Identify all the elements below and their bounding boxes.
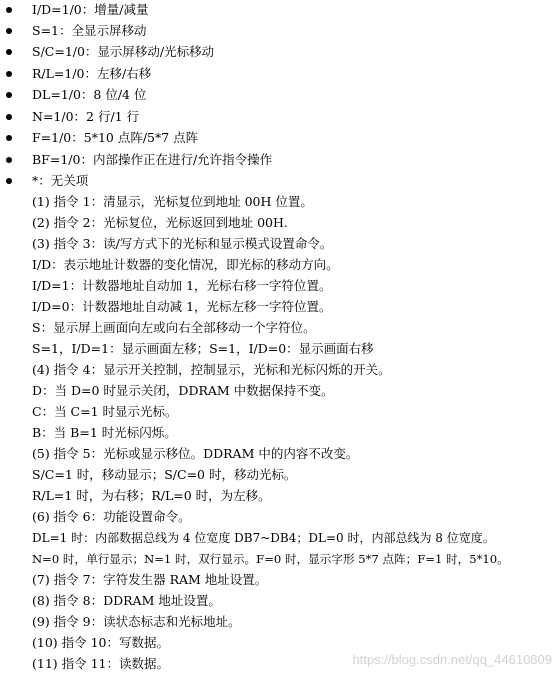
instruction-line: (8) 指令 8：DDRAM 地址设置。 [32,593,221,608]
instruction-line: (4) 指令 4：显示开关控制，控制显示，光标和光标闪烁的开关。 [32,362,391,377]
instruction-line: (3) 指令 3：读/写方式下的光标和显示模式设置命令。 [32,236,333,251]
bullet-dot [6,157,12,163]
bullet-dot [6,114,12,120]
instruction-line: (2) 指令 2：光标复位，光标返回到地址 00H. [32,215,288,230]
bullet-dot [6,178,12,184]
instruction-line: (10) 指令 10：写数据。 [32,635,170,650]
instruction-line: N=0 时，单行显示；N=1 时，双行显示。F=0 时，显示字形 5*7 点阵；F=1 时，5*10。 [32,552,509,566]
watermark-url: https://blog.csdn.net/qq_44610809 [352,652,552,667]
instruction-line: I/D：表示地址计数器的变化情况，即光标的移动方向。 [32,257,339,272]
instruction-line: I/D=1：计数器地址自动加 1，光标右移一字符位置。 [32,278,332,293]
instruction-line: S=1，I/D=1：显示画面左移；S=1，I/D=0：显示画面右移 [32,341,374,356]
bullet-dot [6,7,12,13]
bullet-dot [6,71,12,77]
instruction-line: S：显示屏上画面向左或向右全部移动一个字符位。 [32,320,316,335]
instruction-line: (7) 指令 7：字符发生器 RAM 地址设置。 [32,572,268,587]
definition-item: BF=1/0：内部操作正在进行/允许指令操作 [32,152,273,167]
definition-item: S=1：全显示屏移动 [32,23,147,38]
instruction-line: (11) 指令 11：读数据。 [32,656,170,671]
instruction-line: DL=1 时：内部数据总线为 4 位宽度 DB7~DB4；DL=0 时，内部总线为 8 位宽度。 [32,531,495,545]
instruction-line: (6) 指令 6：功能设置命令。 [32,509,191,524]
instruction-line: D：当 D=0 时显示关闭，DDRAM 中数据保持不变。 [32,383,334,398]
bullet-dot [6,135,12,141]
definition-item: I/D=1/0：增量/减量 [32,2,149,17]
instruction-line: (1) 指令 1：清显示，光标复位到地址 00H 位置。 [32,194,313,209]
bullet-dot [6,49,12,55]
instruction-line: S/C=1 时，移动显示；S/C=0 时，移动光标。 [32,467,297,482]
definition-item: N=1/0：2 行/1 行 [32,109,140,124]
definition-item: F=1/0：5*10 点阵/5*7 点阵 [32,130,199,145]
definition-item: DL=1/0：8 位/4 位 [32,87,147,102]
definition-item: S/C=1/0：显示屏移动/光标移动 [32,44,215,59]
definition-item: *：无关项 [32,173,89,188]
instruction-line: C：当 C=1 时显示光标。 [32,404,178,419]
instruction-line: I/D=0：计数器地址自动减 1，光标左移一字符位置。 [32,299,332,314]
definition-item: R/L=1/0：左移/右移 [32,66,152,81]
instruction-line: R/L=1 时，为右移；R/L=0 时，为左移。 [32,488,271,503]
bullet-dot [6,28,12,34]
instruction-line: (5) 指令 5：光标或显示移位。DDRAM 中的内容不改变。 [32,446,359,461]
bullet-dot [6,92,12,98]
instruction-line: (9) 指令 9：读状态标志和光标地址。 [32,614,241,629]
instruction-line: B：当 B=1 时光标闪烁。 [32,425,177,440]
